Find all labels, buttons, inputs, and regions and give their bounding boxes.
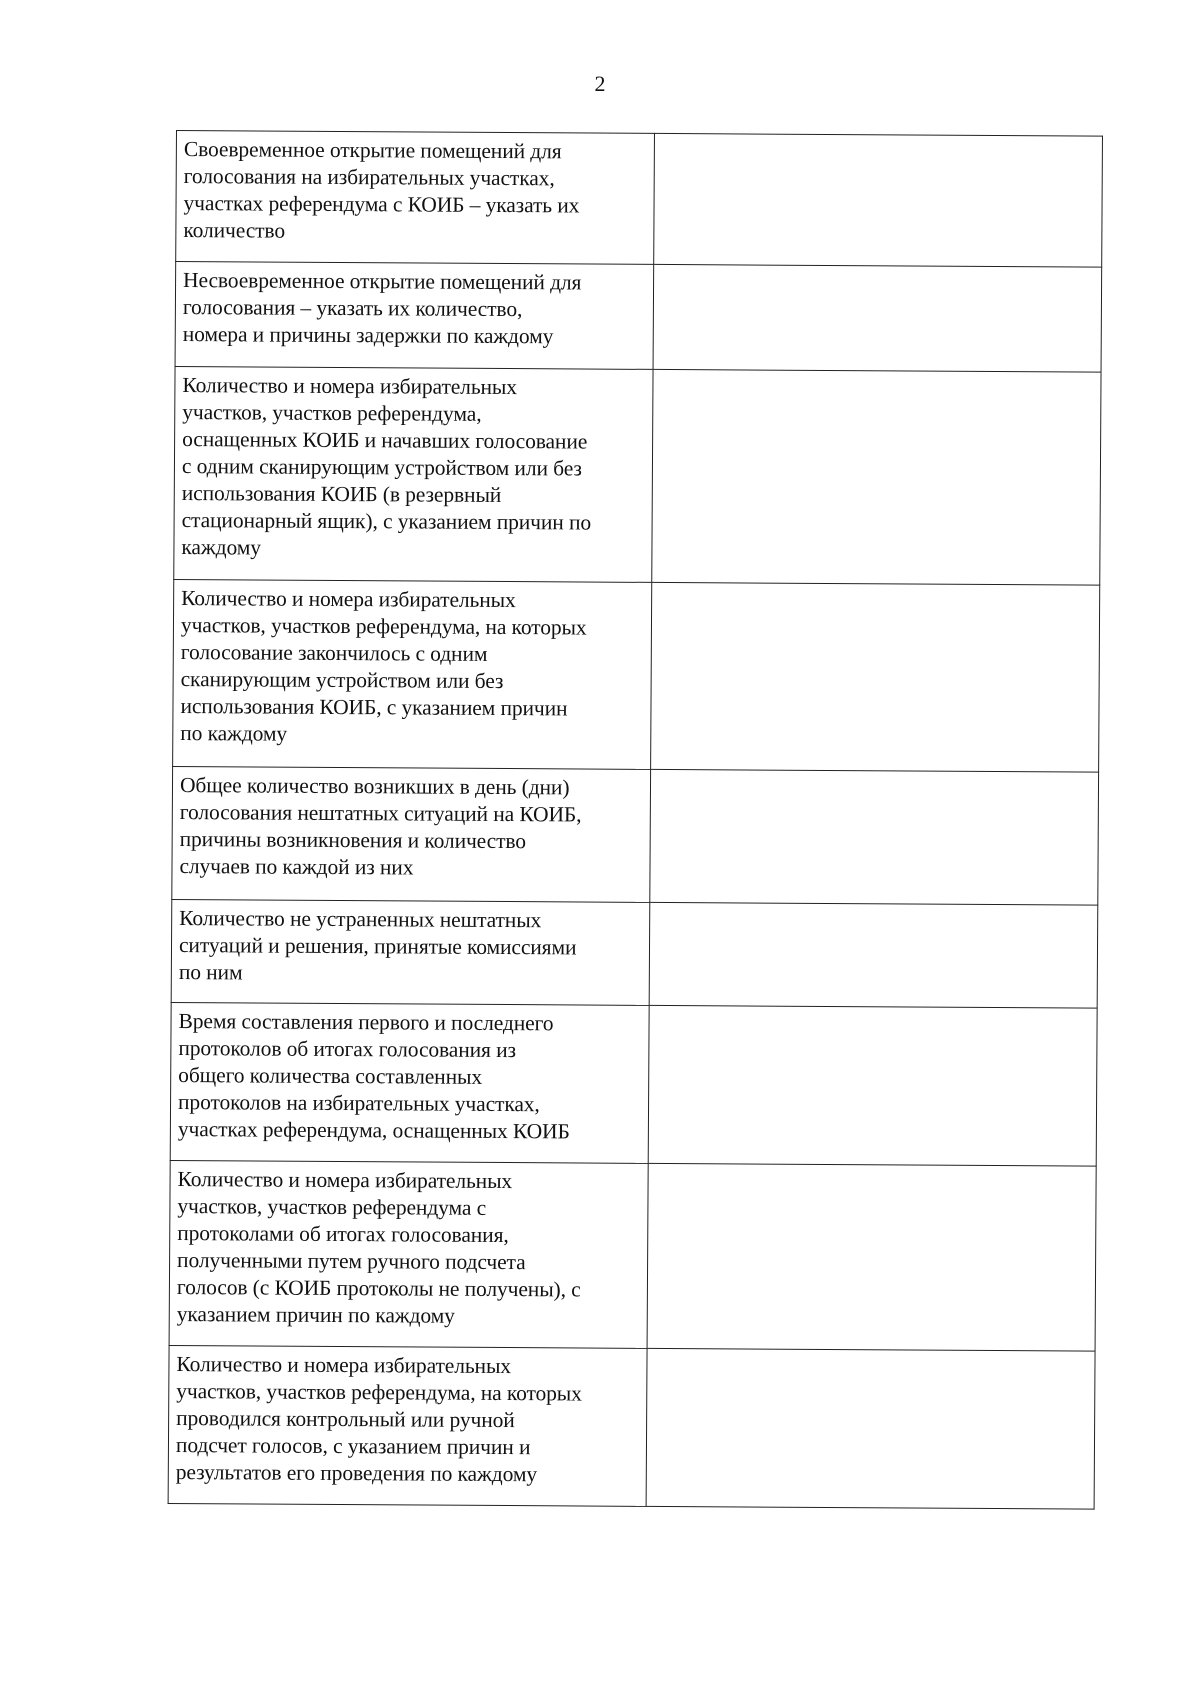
answer-cell[interactable] (650, 769, 1099, 905)
question-text: Количество и номера избирательных участков, участков референдума, оснащенных КОИБ и начавших голосование с одним сканирующим устройством или без использования КОИБ (в резервный стационарный ящик), с указанием причин по каждому (181, 373, 592, 560)
question-text: Количество не устраненных нештатных ситуаций и решения, принятые комиссиями по ним (178, 906, 577, 985)
question-cell (169, 1160, 648, 1348)
answer-text (647, 1349, 1094, 1365)
question-text: Количество и номера избирательных участков, участков референдума с протоколами об итогах голосования, полученными путем ручного подсчета голосов (с КОИБ протоколы не получены), с указанием причин по каждому (176, 1167, 581, 1328)
answer-cell[interactable] (654, 133, 1103, 267)
answer-cell[interactable] (653, 264, 1102, 372)
question-cell (172, 766, 651, 902)
answer-text (650, 903, 1097, 919)
table-row (175, 262, 1102, 373)
answer-text (649, 1164, 1096, 1180)
answer-text (650, 1006, 1097, 1022)
question-text: Общее количество возникших в день (дни) голосования нештатных ситуаций на КОИБ, причины возникновения и количество случаев по каждой из них (179, 773, 582, 880)
table-row (174, 366, 1101, 585)
answer-cell[interactable] (651, 582, 1100, 772)
table-row (172, 766, 1099, 905)
question-text: Несвоевременное открытие помещений для голосования – указать их количество, номера и причины задержки по каждому (182, 268, 582, 349)
question-cell (170, 1002, 649, 1163)
table-row (170, 1002, 1097, 1166)
answer-text (653, 370, 1100, 386)
answer-text (654, 265, 1101, 281)
answer-text (655, 134, 1102, 150)
question-cell (171, 899, 650, 1005)
question-cell (173, 579, 652, 769)
page-number: 2 (594, 71, 606, 96)
question-cell (168, 1345, 647, 1506)
answer-text (651, 770, 1098, 786)
answer-cell[interactable] (649, 902, 1098, 1008)
table-row (168, 1345, 1095, 1509)
question-cell (174, 366, 653, 582)
question-cell (175, 262, 654, 370)
answer-cell[interactable] (648, 1005, 1097, 1166)
table-row (173, 579, 1100, 772)
question-cell (176, 131, 655, 265)
answer-cell[interactable] (647, 1163, 1096, 1351)
answer-cell[interactable] (646, 1348, 1095, 1509)
question-text: Количество и номера избирательных участков, участков референдума, на которых голосование закончилось с одним сканирующим устройством или без использования КОИБ, с указанием причин по каждому (180, 586, 587, 746)
question-text: Время составления первого и последнего протоколов об итогах голосования из общего количества составленных протоколов на избирательных участках, участках референдума, оснащенных КОИБ (177, 1009, 570, 1144)
answer-text (652, 583, 1099, 599)
table-row (176, 131, 1103, 268)
table-row (169, 1160, 1096, 1351)
question-text: Количество и номера избирательных участков, участков референдума, на которых проводился контрольный или ручной подсчет голосов, с указанием причин и результатов его проведения по каждому (175, 1352, 582, 1487)
question-text: Своевременное открытие помещений для голосования на избирательных участках, участках референдума с КОИБ – указать их количество (183, 137, 580, 243)
answer-cell[interactable] (652, 369, 1101, 585)
report-table (168, 130, 1103, 1510)
table-row (171, 899, 1098, 1008)
